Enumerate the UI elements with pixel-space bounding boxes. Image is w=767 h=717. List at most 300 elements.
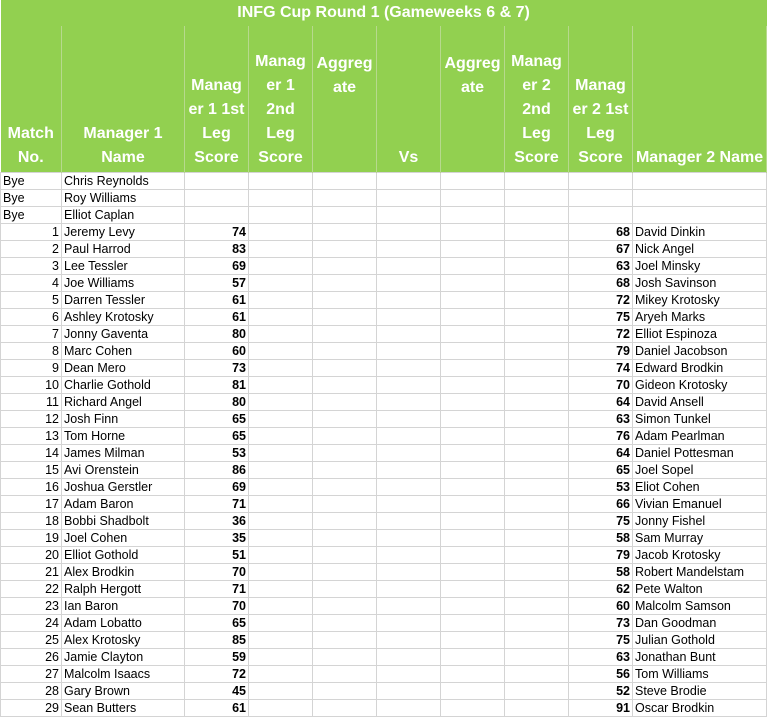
aggregate-1-cell[interactable]	[313, 666, 377, 683]
aggregate-2-cell[interactable]	[441, 666, 505, 683]
manager-1-name-cell[interactable]: Roy Williams	[62, 190, 185, 207]
aggregate-2-cell[interactable]	[441, 394, 505, 411]
manager-2-first-leg-cell[interactable]: 70	[569, 377, 633, 394]
vs-cell[interactable]	[377, 207, 441, 224]
manager-1-first-leg-cell[interactable]: 74	[185, 224, 249, 241]
manager-1-first-leg-cell[interactable]: 69	[185, 258, 249, 275]
manager-2-first-leg-cell[interactable]: 63	[569, 258, 633, 275]
aggregate-2-cell[interactable]	[441, 173, 505, 190]
vs-cell[interactable]	[377, 428, 441, 445]
header-manager-1-name[interactable]: Manager 1 Name	[62, 26, 185, 173]
manager-2-first-leg-cell[interactable]: 66	[569, 496, 633, 513]
aggregate-2-cell[interactable]	[441, 309, 505, 326]
header-aggregate-2[interactable]: Aggreg ate	[441, 26, 505, 173]
match-no-cell[interactable]: 10	[1, 377, 62, 394]
manager-1-first-leg-cell[interactable]: 85	[185, 632, 249, 649]
aggregate-2-cell[interactable]	[441, 275, 505, 292]
vs-cell[interactable]	[377, 445, 441, 462]
match-no-cell[interactable]: 23	[1, 598, 62, 615]
manager-2-first-leg-cell[interactable]: 73	[569, 615, 633, 632]
manager-2-name-cell[interactable]: Daniel Pottesman	[633, 445, 767, 462]
match-no-cell[interactable]: 29	[1, 700, 62, 717]
manager-1-second-leg-cell[interactable]	[249, 224, 313, 241]
manager-1-second-leg-cell[interactable]	[249, 275, 313, 292]
manager-2-name-cell[interactable]: Tom Williams	[633, 666, 767, 683]
manager-1-second-leg-cell[interactable]	[249, 411, 313, 428]
manager-1-name-cell[interactable]: Sean Butters	[62, 700, 185, 717]
aggregate-2-cell[interactable]	[441, 564, 505, 581]
aggregate-1-cell[interactable]	[313, 462, 377, 479]
manager-2-first-leg-cell[interactable]: 63	[569, 649, 633, 666]
manager-1-name-cell[interactable]: Joel Cohen	[62, 530, 185, 547]
manager-1-name-cell[interactable]: Avi Orenstein	[62, 462, 185, 479]
manager-1-name-cell[interactable]: Elliot Gothold	[62, 547, 185, 564]
manager-2-second-leg-cell[interactable]	[505, 190, 569, 207]
manager-2-first-leg-cell[interactable]: 75	[569, 513, 633, 530]
vs-cell[interactable]	[377, 513, 441, 530]
aggregate-1-cell[interactable]	[313, 326, 377, 343]
manager-1-name-cell[interactable]: Paul Harrod	[62, 241, 185, 258]
manager-1-first-leg-cell[interactable]: 70	[185, 564, 249, 581]
match-no-cell[interactable]: 20	[1, 547, 62, 564]
manager-2-first-leg-cell[interactable]: 65	[569, 462, 633, 479]
aggregate-1-cell[interactable]	[313, 700, 377, 717]
manager-2-second-leg-cell[interactable]	[505, 700, 569, 717]
match-no-cell[interactable]: 21	[1, 564, 62, 581]
manager-1-second-leg-cell[interactable]	[249, 700, 313, 717]
manager-1-first-leg-cell[interactable]: 35	[185, 530, 249, 547]
aggregate-2-cell[interactable]	[441, 479, 505, 496]
manager-1-name-cell[interactable]: Alex Brodkin	[62, 564, 185, 581]
manager-1-second-leg-cell[interactable]	[249, 190, 313, 207]
manager-1-first-leg-cell[interactable]: 81	[185, 377, 249, 394]
manager-2-second-leg-cell[interactable]	[505, 428, 569, 445]
aggregate-1-cell[interactable]	[313, 275, 377, 292]
manager-2-name-cell[interactable]: Josh Savinson	[633, 275, 767, 292]
vs-cell[interactable]	[377, 411, 441, 428]
manager-1-first-leg-cell[interactable]: 57	[185, 275, 249, 292]
aggregate-2-cell[interactable]	[441, 258, 505, 275]
aggregate-2-cell[interactable]	[441, 360, 505, 377]
manager-2-second-leg-cell[interactable]	[505, 173, 569, 190]
manager-2-name-cell[interactable]: Joel Sopel	[633, 462, 767, 479]
manager-2-name-cell[interactable]: Nick Angel	[633, 241, 767, 258]
match-no-cell[interactable]: 3	[1, 258, 62, 275]
aggregate-2-cell[interactable]	[441, 530, 505, 547]
vs-cell[interactable]	[377, 360, 441, 377]
aggregate-1-cell[interactable]	[313, 615, 377, 632]
header-manager-1-second-leg[interactable]: Manag er 1 2nd Leg Score	[249, 26, 313, 173]
match-no-cell[interactable]: 1	[1, 224, 62, 241]
manager-1-first-leg-cell[interactable]: 71	[185, 581, 249, 598]
manager-1-name-cell[interactable]: Joshua Gerstler	[62, 479, 185, 496]
manager-1-second-leg-cell[interactable]	[249, 513, 313, 530]
aggregate-1-cell[interactable]	[313, 258, 377, 275]
manager-2-second-leg-cell[interactable]	[505, 207, 569, 224]
aggregate-2-cell[interactable]	[441, 632, 505, 649]
manager-1-name-cell[interactable]: Ashley Krotosky	[62, 309, 185, 326]
vs-cell[interactable]	[377, 309, 441, 326]
manager-2-second-leg-cell[interactable]	[505, 666, 569, 683]
header-match-no[interactable]: Match No.	[1, 26, 62, 173]
manager-1-name-cell[interactable]: Dean Mero	[62, 360, 185, 377]
aggregate-1-cell[interactable]	[313, 496, 377, 513]
manager-2-second-leg-cell[interactable]	[505, 632, 569, 649]
header-manager-2-first-leg[interactable]: Manag er 2 1st Leg Score	[569, 26, 633, 173]
match-no-cell[interactable]: 7	[1, 326, 62, 343]
manager-1-first-leg-cell[interactable]: 61	[185, 309, 249, 326]
manager-2-second-leg-cell[interactable]	[505, 547, 569, 564]
manager-2-second-leg-cell[interactable]	[505, 649, 569, 666]
manager-1-name-cell[interactable]: James Milman	[62, 445, 185, 462]
manager-2-name-cell[interactable]: Malcolm Samson	[633, 598, 767, 615]
vs-cell[interactable]	[377, 275, 441, 292]
manager-2-first-leg-cell[interactable]: 64	[569, 394, 633, 411]
manager-2-second-leg-cell[interactable]	[505, 598, 569, 615]
manager-2-second-leg-cell[interactable]	[505, 258, 569, 275]
aggregate-1-cell[interactable]	[313, 224, 377, 241]
manager-1-name-cell[interactable]: Malcolm Isaacs	[62, 666, 185, 683]
manager-2-name-cell[interactable]: Edward Brodkin	[633, 360, 767, 377]
header-vs[interactable]: Vs	[377, 26, 441, 173]
manager-2-first-leg-cell[interactable]: 64	[569, 445, 633, 462]
manager-2-first-leg-cell[interactable]: 68	[569, 224, 633, 241]
manager-2-name-cell[interactable]: Aryeh Marks	[633, 309, 767, 326]
vs-cell[interactable]	[377, 581, 441, 598]
vs-cell[interactable]	[377, 547, 441, 564]
manager-1-first-leg-cell[interactable]: 80	[185, 394, 249, 411]
manager-2-name-cell[interactable]: Vivian Emanuel	[633, 496, 767, 513]
manager-2-first-leg-cell[interactable]: 53	[569, 479, 633, 496]
manager-2-second-leg-cell[interactable]	[505, 377, 569, 394]
vs-cell[interactable]	[377, 394, 441, 411]
match-no-cell[interactable]: 17	[1, 496, 62, 513]
match-no-cell[interactable]: 19	[1, 530, 62, 547]
manager-2-second-leg-cell[interactable]	[505, 445, 569, 462]
manager-2-second-leg-cell[interactable]	[505, 224, 569, 241]
manager-1-first-leg-cell[interactable]: 71	[185, 496, 249, 513]
manager-1-second-leg-cell[interactable]	[249, 547, 313, 564]
manager-1-second-leg-cell[interactable]	[249, 258, 313, 275]
manager-1-first-leg-cell[interactable]: 61	[185, 292, 249, 309]
manager-1-second-leg-cell[interactable]	[249, 428, 313, 445]
manager-1-first-leg-cell[interactable]	[185, 173, 249, 190]
manager-2-first-leg-cell[interactable]: 72	[569, 292, 633, 309]
manager-1-first-leg-cell[interactable]	[185, 190, 249, 207]
aggregate-2-cell[interactable]	[441, 411, 505, 428]
aggregate-2-cell[interactable]	[441, 241, 505, 258]
manager-1-second-leg-cell[interactable]	[249, 683, 313, 700]
aggregate-1-cell[interactable]	[313, 479, 377, 496]
aggregate-2-cell[interactable]	[441, 581, 505, 598]
manager-2-first-leg-cell[interactable]: 56	[569, 666, 633, 683]
manager-1-first-leg-cell[interactable]: 65	[185, 615, 249, 632]
match-no-cell[interactable]: 25	[1, 632, 62, 649]
vs-cell[interactable]	[377, 632, 441, 649]
manager-2-name-cell[interactable]: David Dinkin	[633, 224, 767, 241]
aggregate-2-cell[interactable]	[441, 445, 505, 462]
vs-cell[interactable]	[377, 258, 441, 275]
manager-1-first-leg-cell[interactable]: 59	[185, 649, 249, 666]
vs-cell[interactable]	[377, 700, 441, 717]
manager-2-name-cell[interactable]	[633, 190, 767, 207]
manager-1-second-leg-cell[interactable]	[249, 360, 313, 377]
manager-2-second-leg-cell[interactable]	[505, 343, 569, 360]
aggregate-2-cell[interactable]	[441, 683, 505, 700]
aggregate-1-cell[interactable]	[313, 377, 377, 394]
match-no-cell[interactable]: 22	[1, 581, 62, 598]
aggregate-1-cell[interactable]	[313, 394, 377, 411]
aggregate-2-cell[interactable]	[441, 292, 505, 309]
manager-1-second-leg-cell[interactable]	[249, 394, 313, 411]
manager-1-first-leg-cell[interactable]: 65	[185, 411, 249, 428]
manager-2-name-cell[interactable]: David Ansell	[633, 394, 767, 411]
bye-label-cell[interactable]: Bye	[1, 173, 62, 190]
manager-1-name-cell[interactable]: Ian Baron	[62, 598, 185, 615]
match-no-cell[interactable]: 26	[1, 649, 62, 666]
manager-2-first-leg-cell[interactable]: 72	[569, 326, 633, 343]
manager-2-second-leg-cell[interactable]	[505, 411, 569, 428]
vs-cell[interactable]	[377, 496, 441, 513]
manager-1-second-leg-cell[interactable]	[249, 343, 313, 360]
manager-1-name-cell[interactable]: Chris Reynolds	[62, 173, 185, 190]
manager-2-second-leg-cell[interactable]	[505, 326, 569, 343]
aggregate-2-cell[interactable]	[441, 428, 505, 445]
match-no-cell[interactable]: 4	[1, 275, 62, 292]
header-manager-2-name[interactable]: Manager 2 Name	[633, 26, 767, 173]
vs-cell[interactable]	[377, 241, 441, 258]
manager-2-name-cell[interactable]: Elliot Espinoza	[633, 326, 767, 343]
manager-2-name-cell[interactable]	[633, 173, 767, 190]
manager-1-name-cell[interactable]: Lee Tessler	[62, 258, 185, 275]
manager-1-name-cell[interactable]: Joe Williams	[62, 275, 185, 292]
header-aggregate-1[interactable]: Aggreg ate	[313, 26, 377, 173]
manager-1-first-leg-cell[interactable]: 73	[185, 360, 249, 377]
vs-cell[interactable]	[377, 649, 441, 666]
aggregate-2-cell[interactable]	[441, 207, 505, 224]
manager-2-name-cell[interactable]: Pete Walton	[633, 581, 767, 598]
manager-1-first-leg-cell[interactable]: 53	[185, 445, 249, 462]
aggregate-1-cell[interactable]	[313, 530, 377, 547]
manager-2-name-cell[interactable]: Robert Mandelstam	[633, 564, 767, 581]
vs-cell[interactable]	[377, 598, 441, 615]
manager-1-second-leg-cell[interactable]	[249, 207, 313, 224]
manager-2-second-leg-cell[interactable]	[505, 564, 569, 581]
aggregate-1-cell[interactable]	[313, 683, 377, 700]
aggregate-1-cell[interactable]	[313, 207, 377, 224]
manager-2-first-leg-cell[interactable]: 67	[569, 241, 633, 258]
manager-2-first-leg-cell[interactable]: 79	[569, 343, 633, 360]
manager-2-first-leg-cell[interactable]	[569, 207, 633, 224]
manager-2-name-cell[interactable]: Dan Goodman	[633, 615, 767, 632]
header-manager-1-first-leg[interactable]: Manag er 1 1st Leg Score	[185, 26, 249, 173]
manager-1-first-leg-cell[interactable]: 72	[185, 666, 249, 683]
manager-1-second-leg-cell[interactable]	[249, 479, 313, 496]
manager-1-first-leg-cell[interactable]: 60	[185, 343, 249, 360]
aggregate-1-cell[interactable]	[313, 632, 377, 649]
aggregate-2-cell[interactable]	[441, 700, 505, 717]
manager-2-first-leg-cell[interactable]: 79	[569, 547, 633, 564]
manager-1-second-leg-cell[interactable]	[249, 581, 313, 598]
manager-2-name-cell[interactable]: Jonathan Bunt	[633, 649, 767, 666]
manager-2-second-leg-cell[interactable]	[505, 615, 569, 632]
manager-1-name-cell[interactable]: Richard Angel	[62, 394, 185, 411]
manager-2-name-cell[interactable]: Gideon Krotosky	[633, 377, 767, 394]
manager-2-second-leg-cell[interactable]	[505, 309, 569, 326]
aggregate-2-cell[interactable]	[441, 598, 505, 615]
match-no-cell[interactable]: 9	[1, 360, 62, 377]
manager-2-first-leg-cell[interactable]: 68	[569, 275, 633, 292]
manager-2-name-cell[interactable]	[633, 207, 767, 224]
aggregate-2-cell[interactable]	[441, 649, 505, 666]
manager-1-second-leg-cell[interactable]	[249, 496, 313, 513]
match-no-cell[interactable]: 2	[1, 241, 62, 258]
aggregate-1-cell[interactable]	[313, 343, 377, 360]
manager-1-name-cell[interactable]: Elliot Caplan	[62, 207, 185, 224]
manager-2-first-leg-cell[interactable]: 60	[569, 598, 633, 615]
aggregate-2-cell[interactable]	[441, 224, 505, 241]
manager-1-second-leg-cell[interactable]	[249, 241, 313, 258]
manager-1-second-leg-cell[interactable]	[249, 292, 313, 309]
manager-2-first-leg-cell[interactable]: 76	[569, 428, 633, 445]
manager-2-first-leg-cell[interactable]: 58	[569, 530, 633, 547]
manager-2-name-cell[interactable]: Steve Brodie	[633, 683, 767, 700]
manager-1-second-leg-cell[interactable]	[249, 462, 313, 479]
match-no-cell[interactable]: 14	[1, 445, 62, 462]
manager-1-first-leg-cell[interactable]	[185, 207, 249, 224]
manager-1-name-cell[interactable]: Adam Baron	[62, 496, 185, 513]
manager-1-first-leg-cell[interactable]: 86	[185, 462, 249, 479]
manager-1-name-cell[interactable]: Josh Finn	[62, 411, 185, 428]
manager-1-first-leg-cell[interactable]: 51	[185, 547, 249, 564]
manager-1-first-leg-cell[interactable]: 83	[185, 241, 249, 258]
manager-2-second-leg-cell[interactable]	[505, 479, 569, 496]
match-no-cell[interactable]: 24	[1, 615, 62, 632]
aggregate-1-cell[interactable]	[313, 360, 377, 377]
aggregate-1-cell[interactable]	[313, 190, 377, 207]
vs-cell[interactable]	[377, 615, 441, 632]
manager-1-first-leg-cell[interactable]: 65	[185, 428, 249, 445]
manager-1-name-cell[interactable]: Alex Krotosky	[62, 632, 185, 649]
manager-1-name-cell[interactable]: Marc Cohen	[62, 343, 185, 360]
manager-2-name-cell[interactable]: Eliot Cohen	[633, 479, 767, 496]
manager-1-second-leg-cell[interactable]	[249, 649, 313, 666]
aggregate-2-cell[interactable]	[441, 462, 505, 479]
manager-2-first-leg-cell[interactable]: 75	[569, 632, 633, 649]
manager-1-second-leg-cell[interactable]	[249, 632, 313, 649]
aggregate-1-cell[interactable]	[313, 598, 377, 615]
manager-1-second-leg-cell[interactable]	[249, 564, 313, 581]
vs-cell[interactable]	[377, 479, 441, 496]
vs-cell[interactable]	[377, 462, 441, 479]
match-no-cell[interactable]: 15	[1, 462, 62, 479]
aggregate-2-cell[interactable]	[441, 513, 505, 530]
vs-cell[interactable]	[377, 377, 441, 394]
aggregate-1-cell[interactable]	[313, 241, 377, 258]
aggregate-1-cell[interactable]	[313, 428, 377, 445]
match-no-cell[interactable]: 12	[1, 411, 62, 428]
manager-2-second-leg-cell[interactable]	[505, 241, 569, 258]
aggregate-2-cell[interactable]	[441, 190, 505, 207]
match-no-cell[interactable]: 6	[1, 309, 62, 326]
aggregate-2-cell[interactable]	[441, 343, 505, 360]
bye-label-cell[interactable]: Bye	[1, 190, 62, 207]
manager-2-name-cell[interactable]: Julian Gothold	[633, 632, 767, 649]
manager-1-name-cell[interactable]: Bobbi Shadbolt	[62, 513, 185, 530]
vs-cell[interactable]	[377, 292, 441, 309]
manager-1-first-leg-cell[interactable]: 70	[185, 598, 249, 615]
match-no-cell[interactable]: 18	[1, 513, 62, 530]
aggregate-2-cell[interactable]	[441, 496, 505, 513]
manager-2-name-cell[interactable]: Adam Pearlman	[633, 428, 767, 445]
manager-2-second-leg-cell[interactable]	[505, 292, 569, 309]
manager-2-first-leg-cell[interactable]: 62	[569, 581, 633, 598]
manager-1-first-leg-cell[interactable]: 36	[185, 513, 249, 530]
vs-cell[interactable]	[377, 326, 441, 343]
sheet-title[interactable]: INFG Cup Round 1 (Gameweeks 6 & 7)	[1, 0, 767, 26]
manager-2-first-leg-cell[interactable]: 58	[569, 564, 633, 581]
manager-2-name-cell[interactable]: Mikey Krotosky	[633, 292, 767, 309]
manager-2-name-cell[interactable]: Joel Minsky	[633, 258, 767, 275]
manager-2-name-cell[interactable]: Oscar Brodkin	[633, 700, 767, 717]
manager-1-second-leg-cell[interactable]	[249, 173, 313, 190]
manager-1-first-leg-cell[interactable]: 45	[185, 683, 249, 700]
manager-2-first-leg-cell[interactable]: 52	[569, 683, 633, 700]
manager-2-name-cell[interactable]: Jacob Krotosky	[633, 547, 767, 564]
vs-cell[interactable]	[377, 343, 441, 360]
manager-1-name-cell[interactable]: Gary Brown	[62, 683, 185, 700]
match-no-cell[interactable]: 16	[1, 479, 62, 496]
match-no-cell[interactable]: 28	[1, 683, 62, 700]
match-no-cell[interactable]: 5	[1, 292, 62, 309]
manager-2-first-leg-cell[interactable]: 63	[569, 411, 633, 428]
manager-1-second-leg-cell[interactable]	[249, 666, 313, 683]
vs-cell[interactable]	[377, 224, 441, 241]
vs-cell[interactable]	[377, 683, 441, 700]
manager-2-second-leg-cell[interactable]	[505, 530, 569, 547]
match-no-cell[interactable]: 27	[1, 666, 62, 683]
vs-cell[interactable]	[377, 173, 441, 190]
manager-1-name-cell[interactable]: Darren Tessler	[62, 292, 185, 309]
manager-2-name-cell[interactable]: Jonny Fishel	[633, 513, 767, 530]
match-no-cell[interactable]: 11	[1, 394, 62, 411]
aggregate-1-cell[interactable]	[313, 292, 377, 309]
match-no-cell[interactable]: 8	[1, 343, 62, 360]
vs-cell[interactable]	[377, 666, 441, 683]
manager-1-second-leg-cell[interactable]	[249, 598, 313, 615]
manager-1-second-leg-cell[interactable]	[249, 530, 313, 547]
vs-cell[interactable]	[377, 190, 441, 207]
aggregate-1-cell[interactable]	[313, 309, 377, 326]
manager-2-second-leg-cell[interactable]	[505, 581, 569, 598]
manager-1-name-cell[interactable]: Tom Horne	[62, 428, 185, 445]
manager-2-second-leg-cell[interactable]	[505, 275, 569, 292]
aggregate-1-cell[interactable]	[313, 173, 377, 190]
manager-1-second-leg-cell[interactable]	[249, 615, 313, 632]
vs-cell[interactable]	[377, 530, 441, 547]
manager-2-first-leg-cell[interactable]: 75	[569, 309, 633, 326]
manager-2-name-cell[interactable]: Simon Tunkel	[633, 411, 767, 428]
manager-1-second-leg-cell[interactable]	[249, 326, 313, 343]
manager-2-second-leg-cell[interactable]	[505, 360, 569, 377]
manager-1-first-leg-cell[interactable]: 80	[185, 326, 249, 343]
manager-1-name-cell[interactable]: Ralph Hergott	[62, 581, 185, 598]
manager-1-name-cell[interactable]: Jeremy Levy	[62, 224, 185, 241]
aggregate-1-cell[interactable]	[313, 513, 377, 530]
match-no-cell[interactable]: 13	[1, 428, 62, 445]
manager-2-first-leg-cell[interactable]	[569, 173, 633, 190]
manager-1-second-leg-cell[interactable]	[249, 445, 313, 462]
